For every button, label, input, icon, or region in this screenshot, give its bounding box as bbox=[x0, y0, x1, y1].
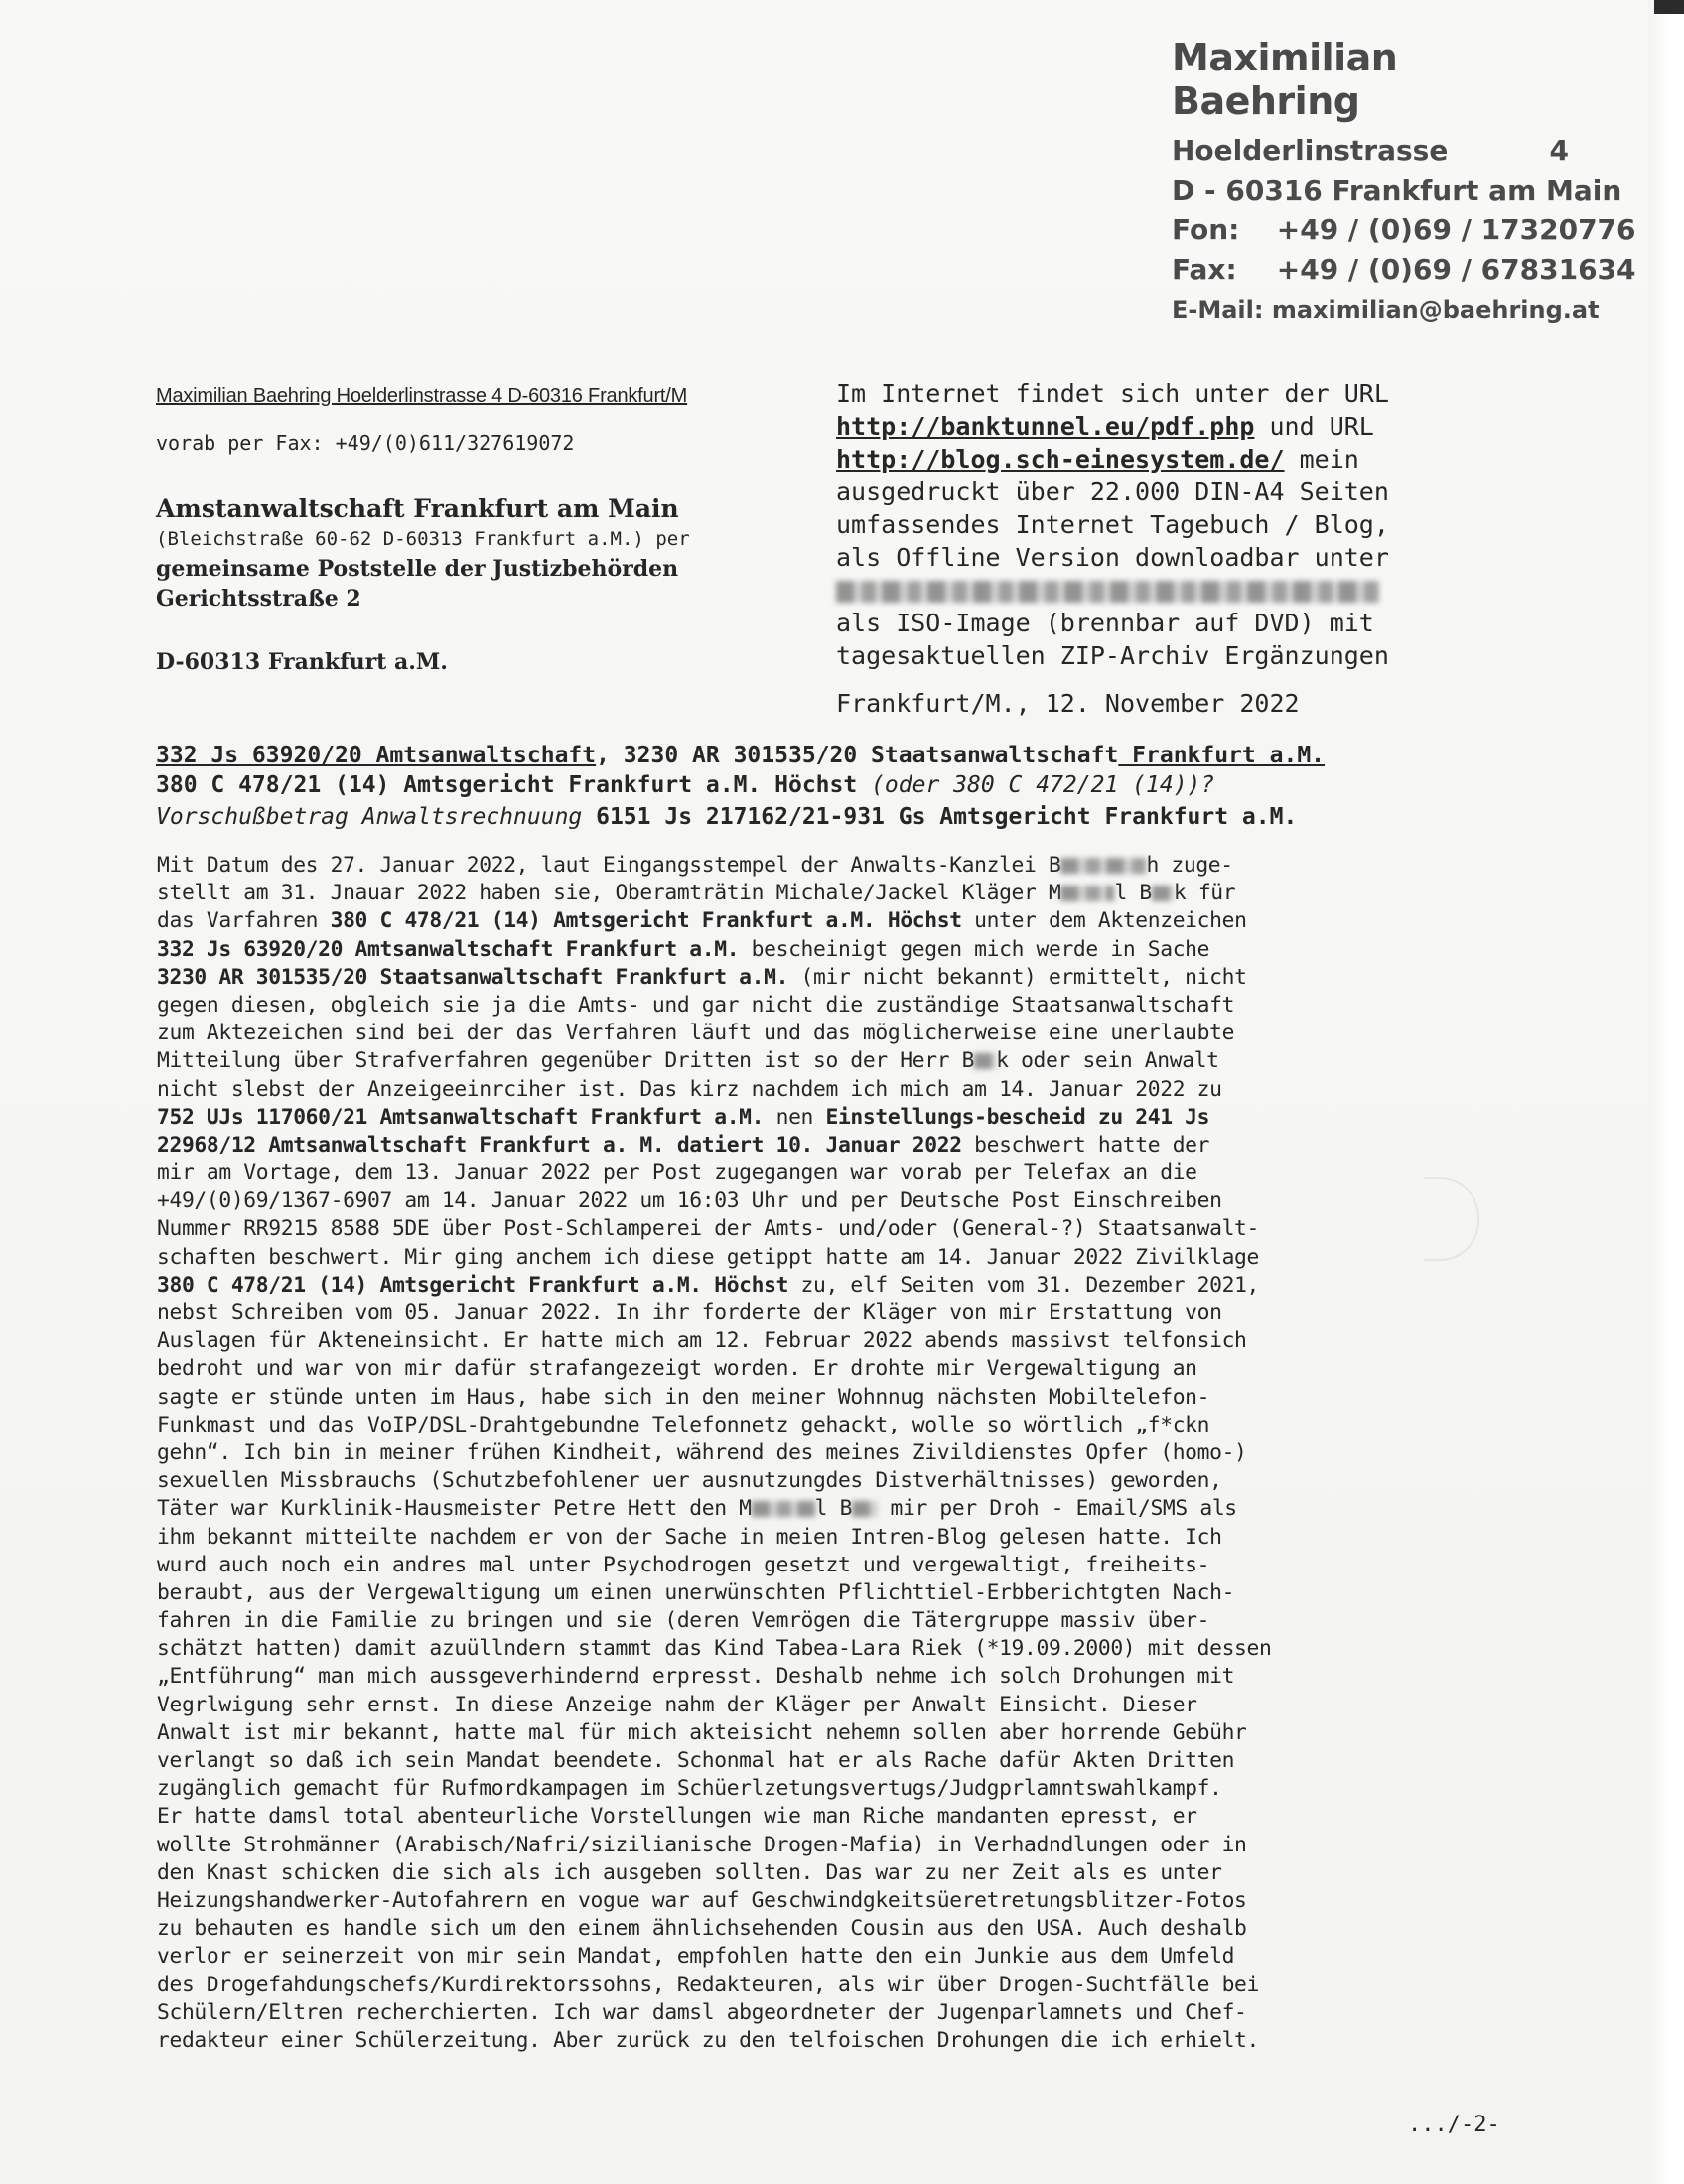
body-line: zum Aktezeichen sind bei der das Verfahren läuft und das möglicherweise eine unerlaubte bbox=[157, 1021, 1235, 1046]
body-line: Anwalt ist mir bekannt, hatte mal für mich akteisicht nehemn sollen aber horrende Gebühr bbox=[157, 1719, 1247, 1745]
body-text: 332 Js 63920/20 Amtsanwaltschaft Frankfurt a.M. bbox=[157, 936, 740, 962]
letter-date: Frankfurt/M., 12. November 2022 bbox=[836, 689, 1300, 718]
recipient-mailroom: gemeinsame Poststelle der Justizbehörden bbox=[156, 556, 679, 582]
body-line: Er hatte damsl total abenteurliche Vorstellungen wie man Riche mandanten epresst, er bbox=[157, 1804, 1197, 1830]
body-line: „Entführung“ man mich aussgeverhindernd erpresst. Deshalb nehme ich solch Drohungen mit bbox=[157, 1664, 1235, 1690]
body-line: Vegrlwigung sehr ernst. In diese Anzeige nahm der Kläger per Anwalt Einsicht. Dieser bbox=[157, 1692, 1197, 1717]
recipient-street: Gerichtsstraße 2 bbox=[156, 586, 361, 612]
recipient-address-note: (Bleichstraße 60-62 D-60313 Frankfurt a.M.) per bbox=[156, 528, 690, 550]
body-text: Einstellungs-bescheid zu 241 Js bbox=[825, 1104, 1210, 1130]
body-text: zu, elf Seiten vom 31. Dezember 2021, bbox=[788, 1272, 1260, 1297]
street-name: Hoelderlinstrasse bbox=[1172, 134, 1449, 167]
ref-file-number: 332 Js 63920/20 Amtsanwaltschaft bbox=[156, 743, 597, 768]
body-line: schätzt hatten) damit azuüllndern stammt das Kind Tabea-Lara Riek (*19.09.2000) mit dessen bbox=[157, 1636, 1272, 1662]
letterhead bbox=[1172, 36, 1636, 330]
info-line: umfassendes Internet Tagebuch / Blog, bbox=[836, 510, 1389, 539]
body-text: 752 UJs 117060/21 Amtsanwaltschaft Frankfurt a.M. bbox=[157, 1104, 765, 1130]
redaction bbox=[852, 1501, 878, 1517]
body-text: stellt am 31. Jnauar 2022 haben sie, Oberamträtin Michale/Jackel Kläger M bbox=[157, 881, 1061, 906]
body-line bbox=[157, 907, 1493, 935]
body-text: unter dem Aktenzeichen bbox=[961, 908, 1247, 934]
ref-file-number: , 3230 AR 301535/20 Staatsanwaltschaft bbox=[596, 743, 1119, 768]
fax-label: Fax: bbox=[1172, 253, 1237, 286]
body-line bbox=[157, 880, 1493, 907]
info-line bbox=[836, 410, 1491, 443]
ref-city: Frankfurt a.M. bbox=[1118, 743, 1326, 768]
letterhead-fax bbox=[1172, 250, 1636, 290]
body-line: verlor er seinerzeit von mir sein Mandat, empfohlen hatte den ein Junkie aus dem Umfeld bbox=[157, 1944, 1235, 1970]
body-text: beschwert hatte der bbox=[961, 1132, 1210, 1158]
body-text: (mir nicht bekannt) ermittelt, nicht bbox=[788, 964, 1247, 990]
body-line: ihm bekannt mitteilte nachdem er von der Sache in meien Intren-Blog gelesen hatte. Ich bbox=[157, 1524, 1222, 1550]
redacted-url bbox=[836, 581, 1380, 603]
body-line bbox=[157, 1047, 1493, 1075]
redaction bbox=[752, 1501, 815, 1517]
body-line bbox=[157, 852, 1493, 880]
body-line: +49/(0)69/1367-6907 am 14. Januar 2022 um 16:03 Uhr und per Deutsche Post Einschreiben bbox=[157, 1188, 1222, 1214]
body-line: sagte er stünde unten im Haus, habe sich in den meiner Wohnnug nächsten Mobiltelefon- bbox=[157, 1384, 1210, 1410]
redaction bbox=[974, 1053, 996, 1069]
info-line: tagesaktuellen ZIP-Archiv Ergänzungen bbox=[836, 641, 1389, 670]
body-line bbox=[157, 964, 1493, 992]
body-line bbox=[157, 1104, 1493, 1132]
info-line bbox=[836, 443, 1491, 476]
info-line: Im Internet findet sich unter der URL bbox=[836, 379, 1389, 408]
letterhead-name: Maximilian Baehring bbox=[1172, 36, 1398, 123]
body-line: beraubt, aus der Vergewaltigung um einen unerwünschten Pflichttiel-Erbberichtgten Nach- bbox=[157, 1579, 1235, 1605]
page-continuation: .../-2- bbox=[1408, 2113, 1500, 2137]
body-line: nicht slebst der Anzeigeeinrciher ist. Das kirz nachdem ich mich am 14. Januar 2022 zu bbox=[157, 1076, 1222, 1102]
body-text: k oder sein Anwalt bbox=[996, 1048, 1219, 1074]
phone-label: Fon: bbox=[1172, 213, 1240, 246]
body-text: bescheinigt gegen mich werde in Sache bbox=[739, 936, 1210, 962]
url-link[interactable]: http://banktunnel.eu/pdf.php bbox=[836, 412, 1255, 441]
advance-fax-line: vorab per Fax: +49/(0)611/327619072 bbox=[156, 431, 575, 455]
body-line: mir am Vortage, dem 13. Januar 2022 per Post zugegangen war vorab per Telefax an die bbox=[157, 1160, 1197, 1186]
body-text: mir per Droh - Email/SMS als bbox=[878, 1496, 1237, 1522]
ref-subject: Vorschußbetrag Anwaltsrechnuung bbox=[156, 804, 583, 830]
body-line: gegen diesen, obgleich sie ja die Amts- und gar nicht die zuständige Staatsanwaltschaft bbox=[157, 992, 1235, 1018]
body-line: den Knast schicken die sich als ich ausgeben sollten. Das war zu ner Zeit als es unter bbox=[157, 1859, 1222, 1885]
body-text: das Varfahren bbox=[157, 908, 331, 934]
info-text: mein bbox=[1284, 445, 1359, 474]
body-text: Mit Datum des 27. Januar 2022, laut Eingangsstempel der Anwalts-Kanzlei B bbox=[157, 853, 1061, 878]
fax-number: +49 / (0)69 / 67831634 bbox=[1276, 253, 1636, 286]
letterhead-city: D - 60316 Frankfurt am Main bbox=[1172, 174, 1622, 206]
body-line: Auslagen für Akteneinsicht. Er hatte mich am 12. Februar 2022 abends massivst telfonsich bbox=[157, 1328, 1247, 1354]
body-text: 380 C 478/21 (14) Amtsgericht Frankfurt a.M. Höchst bbox=[157, 1272, 789, 1297]
page-edge bbox=[1648, 0, 1684, 2184]
body-line: Heizungshandwerker-Autofahrern en vogue war auf Geschwindgkeitsüeretretungsblitzer-Fotos bbox=[157, 1887, 1247, 1913]
ref-alt-case: (oder 380 C 472/21 (14))? bbox=[857, 772, 1215, 798]
reference-line-2 bbox=[156, 772, 1214, 798]
redaction bbox=[1060, 858, 1146, 874]
info-text: und URL bbox=[1254, 412, 1374, 441]
body-line bbox=[157, 1495, 1493, 1523]
reference-line-1 bbox=[156, 743, 1325, 768]
body-line bbox=[157, 936, 1493, 964]
body-text: nen bbox=[764, 1104, 826, 1130]
house-number: 4 bbox=[1549, 134, 1569, 167]
body-line: Nummer RR9215 8588 5DE über Post-Schlamperei der Amts- und/oder (General-?) Staatsanwalt- bbox=[157, 1216, 1259, 1242]
ref-court-case: 380 C 478/21 (14) Amtsgericht Frankfurt a.M. Höchst bbox=[156, 772, 858, 798]
body-line: sexuellen Missbrauchs (Schutzbefohlener uer ausnutzungdes Distverhältnisses) geworden, bbox=[157, 1468, 1222, 1494]
body-text: 22968/12 Amtsanwaltschaft Frankfurt a. M. datiert 10. Januar 2022 bbox=[157, 1132, 962, 1158]
url-link[interactable]: http://blog.sch-einesystem.de/ bbox=[836, 445, 1285, 474]
body-line: verlangt so daß ich sein Mandat beendete. Schonmal hat er als Rache dafür Akten Dritten bbox=[157, 1748, 1235, 1773]
recipient-name: Amstanwaltschaft Frankfurt am Main bbox=[156, 494, 679, 523]
blog-info-block bbox=[836, 377, 1491, 672]
body-text: l B bbox=[814, 1496, 853, 1522]
body-line bbox=[157, 1132, 1493, 1160]
letterhead-street bbox=[1172, 131, 1589, 171]
info-line: ausgedruckt über 22.000 DIN-A4 Seiten bbox=[836, 478, 1389, 506]
body-line: nebst Schreiben vom 05. Januar 2022. In ihr forderte der Kläger von mir Erstattung von bbox=[157, 1300, 1222, 1325]
redaction bbox=[1060, 886, 1114, 901]
email-address: maximilian@baehring.at bbox=[1271, 296, 1600, 324]
scan-corner bbox=[1654, 0, 1684, 14]
body-line: des Drogefahdungschefs/Kurdirektorssohns, Redakteuren, als wir über Drogen-Suchtfälle bei bbox=[157, 1972, 1259, 1997]
body-line: wurd auch noch ein andres mal unter Psychodrogen gesetzt und vergewaltigt, freiheits- bbox=[157, 1552, 1210, 1577]
email-label: E-Mail: bbox=[1172, 296, 1264, 324]
body-line: Schülern/Eltren recherchierten. Ich war damsl abgeordneter der Jugenparlamnets und Chef- bbox=[157, 1999, 1247, 2025]
body-line: schaften beschwert. Mir ging anchem ich diese getippt hatte am 14. Januar 2022 Zivilklage bbox=[157, 1244, 1259, 1270]
reference-line-3 bbox=[156, 804, 1297, 830]
sender-return-line: Maximilian Baehring Hoelderlinstrasse 4 D-60316 Frankfurt/M bbox=[156, 385, 688, 407]
body-line: gehn“. Ich bin in meiner frühen Kindheit, während des meines Zivildienstes Opfer (homo-) bbox=[157, 1439, 1247, 1465]
body-text: h zuge- bbox=[1146, 853, 1233, 878]
phone-number: +49 / (0)69 / 17320776 bbox=[1276, 213, 1636, 246]
body-line: zugänglich gemacht für Rufmordkampagen im Schüerlzetungsvertugs/Judgprlamntswahlkampf. bbox=[157, 1776, 1222, 1802]
body-line: bedroht und war von mir dafür strafangezeigt worden. Er drohte mir Vergewaltigung an bbox=[157, 1356, 1197, 1382]
body-text: 380 C 478/21 (14) Amtsgericht Frankfurt a.M. Höchst bbox=[330, 908, 962, 934]
body-text: k für bbox=[1173, 881, 1236, 906]
redaction bbox=[1152, 886, 1174, 901]
body-text: Mitteilung über Strafverfahren gegenüber Dritten ist so der Herr B bbox=[157, 1048, 975, 1074]
info-line bbox=[836, 574, 1491, 607]
body-line: Funkmast und das VoIP/DSL-Drahtgebundne Telefonnetz gehackt, wolle so wörtlich „f*ckn bbox=[157, 1412, 1210, 1437]
body-text: 3230 AR 301535/20 Staatsanwaltschaft Frankfurt a.M. bbox=[157, 964, 789, 990]
letterhead-phone bbox=[1172, 210, 1636, 250]
info-line: als Offline Version downloadbar unter bbox=[836, 543, 1389, 572]
letterhead-email bbox=[1172, 290, 1600, 330]
body-line bbox=[157, 1272, 1493, 1299]
body-text: l B bbox=[1114, 881, 1152, 906]
body-line: wollte Strohmänner (Arabisch/Nafri/sizilianische Drogen-Mafia) in Verhadndlungen oder in bbox=[157, 1832, 1247, 1857]
body-text: Täter war Kurklinik-Hausmeister Petre Hett den M bbox=[157, 1496, 752, 1522]
recipient-city: D-60313 Frankfurt a.M. bbox=[156, 649, 448, 675]
info-line: als ISO-Image (brennbar auf DVD) mit bbox=[836, 609, 1374, 637]
letter-body bbox=[157, 852, 1493, 2055]
body-line: fahren in die Familie zu bringen und sie (deren Vemrögen die Tätergruppe massiv über- bbox=[157, 1608, 1210, 1634]
ref-file-number: 6151 Js 217162/21-931 Gs Amtsgericht Frankfurt a.M. bbox=[582, 804, 1298, 830]
body-line: redakteur einer Schülerzeitung. Aber zurück zu den telfoischen Drohungen die ich erhielt. bbox=[157, 2027, 1259, 2053]
body-line: zu behauten es handle sich um den einem ähnlichsehenden Cousin aus den USA. Auch deshalb bbox=[157, 1916, 1247, 1942]
